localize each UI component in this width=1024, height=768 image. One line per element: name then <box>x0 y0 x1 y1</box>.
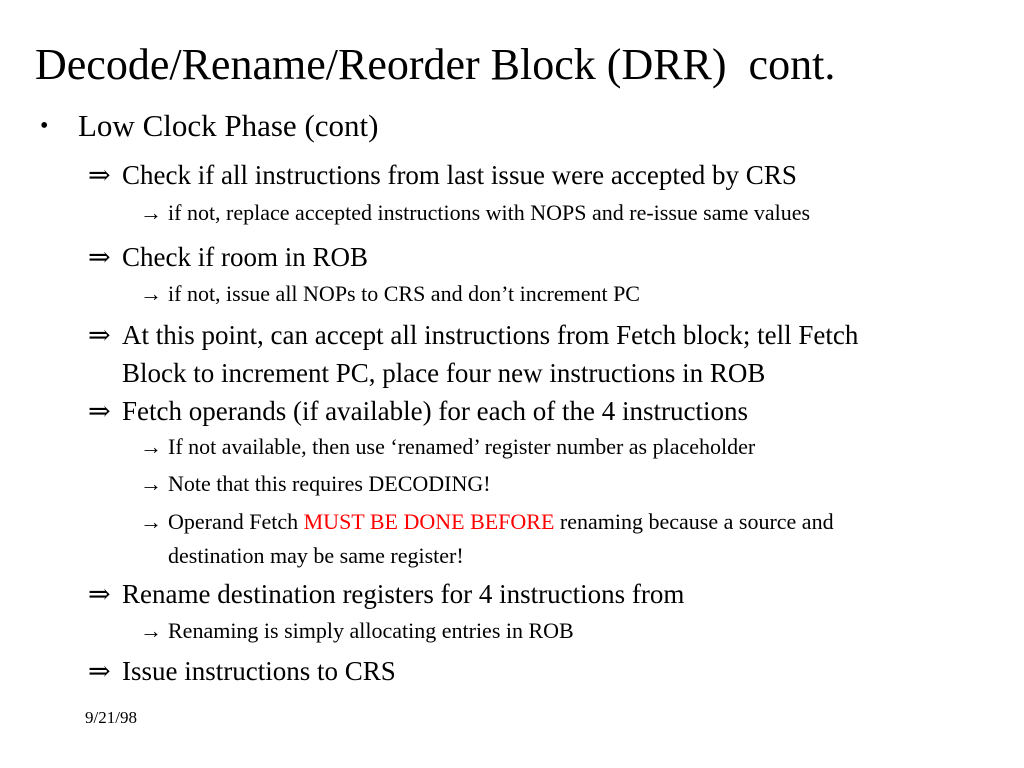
bullet-check-crs <box>88 156 1024 194</box>
bullet-accept-fetch <box>88 316 1024 392</box>
bullet-text: Fetch operands (if available) for each of the 4 instructions <box>122 396 749 426</box>
bullet-text: Low Clock Phase (cont) <box>78 108 379 143</box>
bullet-text: Check if all instructions from last issue were accepted by CRS <box>122 160 797 190</box>
operand-fetch-highlight: MUST BE DONE BEFORE <box>303 509 555 534</box>
double-arrow-icon: ⇒ <box>88 579 111 609</box>
bullet-rename-dest <box>88 575 1024 613</box>
double-arrow-icon: ⇒ <box>88 160 111 190</box>
slide-date: 9/21/98 <box>85 708 137 727</box>
operand-fetch-pre: Operand Fetch <box>168 509 304 534</box>
operand-fetch-post: renaming because a source and destination may be same register! <box>168 509 834 568</box>
arrow-icon: → <box>140 471 162 496</box>
bullet-requires-decoding <box>140 467 1024 501</box>
bullet-text: If not available, then use ‘renamed’ register number as placeholder <box>168 434 756 459</box>
bullet-check-rob <box>88 238 1024 276</box>
bullet-text: if not, issue all NOPs to CRS and don’t increment PC <box>168 281 640 306</box>
bullet-issue-crs <box>88 652 1024 690</box>
bullet-text <box>168 505 928 573</box>
bullet-renaming-rob <box>140 614 1024 648</box>
bullet-text: Check if room in ROB <box>122 242 368 272</box>
double-arrow-icon: ⇒ <box>88 656 111 686</box>
bullet-text: if not, replace accepted instructions with NOPS and re-issue same values <box>168 200 811 225</box>
bullet-renamed-placeholder <box>140 430 1024 464</box>
bullet-low-clock-phase <box>40 106 1024 146</box>
bullet-nops-reissue <box>140 196 1024 230</box>
arrow-icon: → <box>140 281 162 306</box>
arrow-icon: → <box>140 200 162 225</box>
bullet-nops-pc <box>140 277 1024 311</box>
double-arrow-icon: ⇒ <box>88 396 111 426</box>
bullet-text: Renaming is simply allocating entries in ROB <box>168 618 574 643</box>
bullet-fetch-operands <box>88 392 1024 430</box>
arrow-icon: → <box>140 618 162 643</box>
bullet-operand-fetch <box>140 505 1024 573</box>
slide-title: Decode/Rename/Reorder Block (DRR) cont. <box>35 40 836 89</box>
arrow-icon: → <box>140 509 162 534</box>
bullet-text: Note that this requires DECODING! <box>168 471 491 496</box>
arrow-icon: → <box>140 434 162 459</box>
bullet-text: Rename destination registers for 4 instructions from <box>122 579 685 609</box>
slide-body <box>0 106 1024 728</box>
bullet-text: Issue instructions to CRS <box>122 656 396 686</box>
double-arrow-icon: ⇒ <box>88 320 111 350</box>
double-arrow-icon: ⇒ <box>88 242 111 272</box>
dot-bullet-icon: • <box>40 113 49 139</box>
bullet-text: At this point, can accept all instructions from Fetch block; tell Fetch Block to increment PC, place four new instructions in ROB <box>122 320 859 388</box>
